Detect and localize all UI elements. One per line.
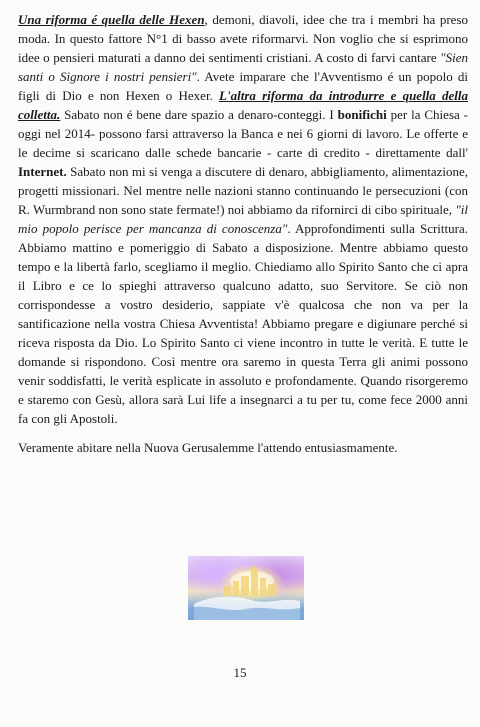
- text-run: Sabato non mi si venga a discutere di denaro, abbigliamento, alimentazione, progetti missionari. Nel mentre nelle nazioni stanno continuando le persecuzioni (con R. Wurmbrand non sono state fermate!) noi abbiamo da rifornirci di cibo spirituale,: [18, 164, 468, 217]
- page-body: [18, 10, 468, 457]
- bold-text: bonifichi: [337, 107, 387, 122]
- body-text: [18, 10, 468, 457]
- paragraph: [18, 438, 468, 457]
- underlined-heading-text: L'altra riforma da introdurre e quella della colletta.: [18, 88, 469, 122]
- city-of-light-icon: [188, 556, 304, 620]
- bold-text: Internet.: [18, 164, 67, 179]
- italic-quote: "Sien santi o Signore i nostri pensieri": [18, 50, 468, 84]
- text-run: . Avete imparare che l'Avventismo é un popolo di figli di Dio e non Hexen o Hexer.: [18, 69, 468, 103]
- page-number: 15: [233, 665, 247, 680]
- text-run: Veramente abitare nella Nuova Gerusalemme l'attendo entusiasmamente.: [18, 440, 398, 455]
- italic-quote: "il mio popolo perisce per mancanza di conoscenza": [18, 202, 468, 236]
- text-run: per la Chiesa -oggi nel 2014- possono farsi attraverso la Banca e nei 6 giorni di lavoro. Le offerte e le decime si scaricano dalle schede bancarie - carte di credito - direttamente dall': [18, 107, 468, 160]
- text-run: , demoni, diavoli, idee che tra i membri ha preso moda. In questo fattore N°1 di basso avete riformarvi. Non voglio che si esprimono idee o pensieri maturati a danno dei sentimenti cristiani. A costo di farvi cantare: [18, 12, 468, 65]
- new-jerusalem-illustration: [188, 556, 304, 620]
- paragraph: [18, 10, 468, 428]
- text-run: Sabato non é bene dare spazio a denaro-conteggi. I: [60, 107, 338, 122]
- underlined-heading-text: Una riforma é quella delle Hexen: [18, 12, 205, 27]
- text-run: . Approfondimenti sulla Scrittura. Abbiamo mattino e pomeriggio di Sabato a disposizione. Mentre abbiamo questo tempo e la libertà farlo, scegliamo il meglio. Chiediamo allo Spirito Santo che ci apra il Libro e ce lo spieghi attraverso qualcuno adatto, suo Servitore. Se ciò non corrispondesse a vostro desiderio, sappiate v'è qualcosa che non va per la santificazione nella vostra Chiesa Avventista! Abbiamo pregare e digiunare perché si riceva risposta da Dio. Lo Spirito Santo ci viene incontro in tutte le verità. E tutte le domande si rispondono. Così mentre ora saremo in questa Terra gli animi possono venir soddisfatti, le verità esplicate in assoluto e profondamente. Quando risorgeremo e staremo con Gesù, allora sarà Lui life a insegnarci a tu per tu, come fece 2000 anni fa con gli Apostoli.: [18, 221, 468, 426]
